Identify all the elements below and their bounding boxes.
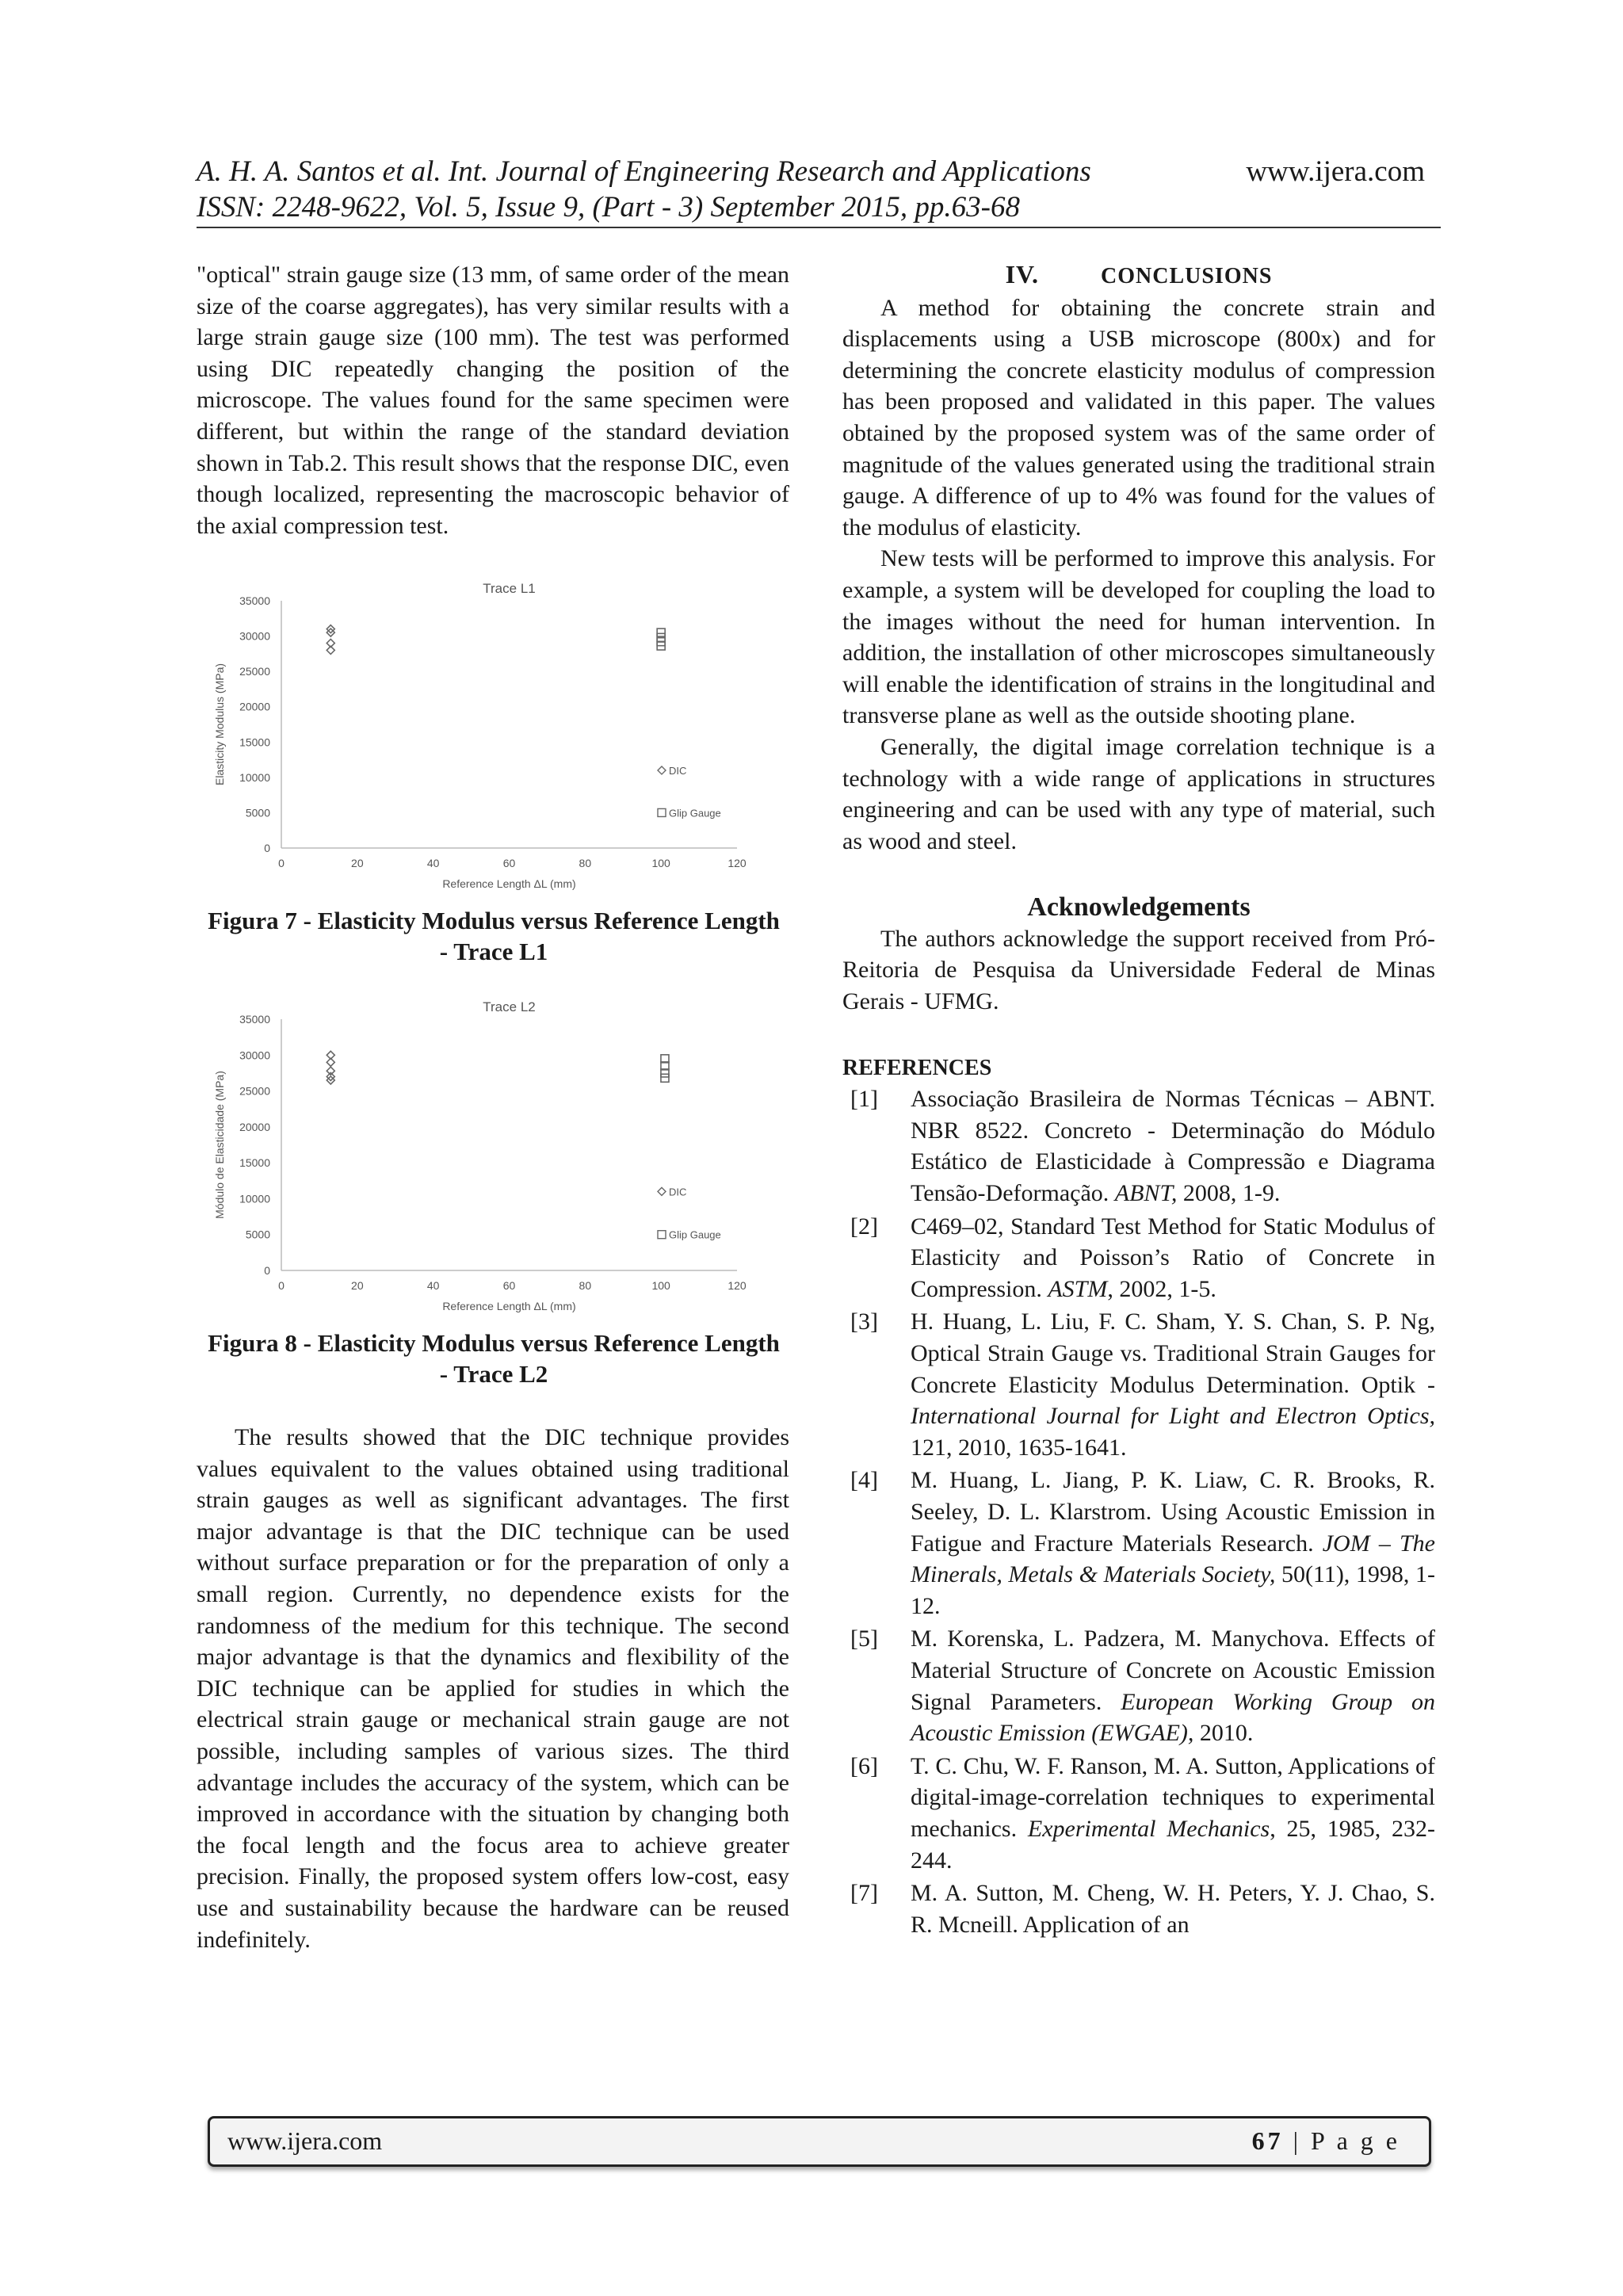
header-website: www.ijera.com	[1246, 155, 1425, 188]
reference-item	[842, 1623, 1435, 1748]
y-tick-label: 10000	[239, 770, 270, 784]
y-tick-label: 0	[264, 842, 270, 854]
reference-details: , 2002, 1-5.	[1107, 1275, 1216, 1302]
acknowledgements-text: The authors acknowledge the support received from Pró-Reitoria de Pesquisa da Universidade Federal de Minas Gerais - UFMG.	[842, 925, 1435, 1015]
reference-journal: ASTM	[1048, 1275, 1108, 1302]
x-tick-label: 80	[579, 1279, 592, 1292]
reference-item	[842, 1465, 1435, 1622]
y-axis-label: Elasticity Modulus (MPa)	[213, 663, 226, 786]
left-paragraph-2	[197, 1422, 789, 1955]
reference-journal: ABNT,	[1114, 1180, 1178, 1207]
legend-label: DIC	[669, 764, 687, 777]
y-tick-label: 20000	[239, 1120, 270, 1133]
page-number: 67	[1251, 2126, 1284, 2155]
reference-number: [3]	[850, 1308, 878, 1335]
reference-details: 121, 2010, 1635-1641.	[911, 1434, 1127, 1461]
reference-text	[911, 1623, 1435, 1748]
reference-text	[911, 1878, 1435, 1940]
reference-authors-title: H. Huang, L. Liu, F. C. Sham, Y. S. Chan, S. P. Ng, Optical Strain Gauge vs. Traditional Strain Gauges for Concrete Elasticity Modulus Determination. Optik -	[911, 1308, 1435, 1398]
reference-number: [6]	[850, 1752, 878, 1779]
reference-text	[911, 1465, 1435, 1622]
reference-item	[842, 1083, 1435, 1209]
conclusion-paragraph-3: Generally, the digital image correlation technique is a technology with a wide range of applications in structures engineering and can be used with any type of material, such as wood and steel.	[842, 733, 1435, 854]
legend-gauge-marker	[658, 1231, 666, 1239]
footer-website: www.ijera.com	[227, 2126, 383, 2155]
reference-text	[911, 1083, 1435, 1209]
reference-number: [2]	[850, 1213, 878, 1240]
reference-authors-title: T. C. Chu, W. F. Ranson, M. A. Sutton, Applications of digital-image-correlation techniques to experimental mechanics.	[911, 1752, 1435, 1842]
y-tick-label: 15000	[239, 735, 270, 749]
chart-title: Trace L1	[483, 581, 536, 596]
references-heading: REFERENCES	[842, 1055, 992, 1080]
reference-item	[842, 1306, 1435, 1463]
reference-authors-title: C469–02, Standard Test Method for Static Modulus of Elasticity and Poisson’s Ratio of Concrete in Compression.	[911, 1213, 1435, 1302]
x-tick-label: 80	[579, 857, 592, 869]
chart-title: Trace L2	[483, 999, 536, 1014]
legend-label: Glip Gauge	[669, 1228, 721, 1241]
legend-gauge-marker	[658, 808, 666, 816]
legend-label: Glip Gauge	[669, 807, 721, 819]
x-tick-label: 60	[502, 857, 516, 869]
section-heading	[842, 259, 1435, 292]
figure-7-chart	[198, 580, 792, 897]
right-column	[842, 259, 1435, 1942]
x-tick-label: 120	[727, 857, 747, 869]
x-tick-label: 100	[651, 857, 670, 869]
reference-authors-title: M. Korenska, L. Padzera, M. Manychova. Effects of Material Structure of Concrete on Acoustic Emission Signal Parameters.	[911, 1626, 1435, 1715]
footer-page-number	[1252, 2126, 1400, 2156]
x-tick-label: 0	[278, 857, 285, 869]
reference-journal: International Journal for Light and Electron Optics,	[911, 1403, 1435, 1430]
reference-details: , 25, 1985, 232-244.	[911, 1815, 1435, 1874]
page-label: | P a g e	[1283, 2126, 1400, 2155]
y-tick-label: 25000	[239, 1084, 270, 1098]
x-axis-label: Reference Length ΔL (mm)	[442, 1300, 576, 1312]
reference-journal: JOM – The Minerals, Metals & Materials Society,	[911, 1530, 1435, 1588]
reference-authors-title: Associação Brasileira de Normas Técnicas – ABNT. NBR 8522. Concreto - Determinação do Módulo Estático de Elasticidade à Compressão e Diagrama Tensão-Deformação.	[911, 1086, 1435, 1207]
figure-8-chart	[198, 999, 792, 1320]
reference-details: 50(11), 1998, 1-12.	[911, 1561, 1436, 1619]
running-header-issn: ISSN: 2248-9622, Vol. 5, Issue 9, (Part - 3) September 2015, pp.63-68	[197, 191, 1020, 223]
x-axis-label: Reference Length ΔL (mm)	[442, 877, 576, 890]
left-paragraph-1	[197, 259, 789, 541]
figure-8-caption: Figura 8 - Elasticity Modulus versus Reference Length - Trace L2	[208, 1329, 780, 1388]
y-tick-label: 35000	[239, 1013, 270, 1026]
reference-number: [4]	[850, 1467, 878, 1494]
gauge-point	[657, 628, 665, 636]
reference-journal: European Working Group on Acoustic Emission (EWGAE),	[911, 1688, 1435, 1747]
y-axis-label: Módulo de Elasticidade (MPa)	[213, 1071, 226, 1219]
x-tick-label: 120	[727, 1279, 747, 1292]
reference-details: 2008, 1-9.	[1177, 1180, 1281, 1207]
reference-authors-title: M. Huang, L. Jiang, P. K. Liaw, C. R. Brooks, R. Seeley, D. L. Klarstrom. Using Acoustic Emission in Fatigue and Fracture Materials Research.	[911, 1467, 1435, 1557]
reference-details: 2010.	[1193, 1720, 1254, 1747]
y-tick-label: 5000	[245, 1228, 270, 1241]
reference-number: [7]	[850, 1880, 878, 1907]
reference-item	[842, 1878, 1435, 1940]
x-tick-label: 100	[651, 1279, 670, 1292]
paragraph-text: The results showed that the DIC technique provides values equivalent to the values obtained using traditional strain gauges as well as significant advantages. The first major advantage is that the DIC technique can be used without surface preparation or for the preparation of only a small region. Currently, no dependence exists for the randomness of the medium for this technique. The second major advantage is that the dynamics and flexibility of the DIC technique can be applied for studies in which the electrical strain gauge or mechanical strain gauge are not possible, including samples of various sizes. The third advantage includes the accuracy of the system, which can be improved in accordance with the situation by changing both the focal length and the focus area to achieve greater precision. Finally, the proposed system offers low-cost, easy use and sustainability because the hardware can be reused indefinitely.	[197, 1424, 789, 1953]
reference-text	[911, 1751, 1435, 1876]
x-tick-label: 20	[351, 1279, 364, 1292]
y-tick-label: 15000	[239, 1156, 270, 1170]
y-tick-label: 25000	[239, 665, 270, 678]
legend-dic-marker	[658, 1187, 666, 1195]
figure-7-caption: Figura 7 - Elasticity Modulus versus Reference Length - Trace L1	[208, 907, 780, 965]
y-tick-label: 30000	[239, 1049, 270, 1062]
acknowledgements-heading: Acknowledgements	[1027, 892, 1251, 923]
y-tick-label: 5000	[245, 806, 270, 819]
page-footer	[208, 2116, 1431, 2167]
y-tick-label: 10000	[239, 1192, 270, 1205]
reference-number: [1]	[850, 1086, 878, 1113]
reference-journal: Experimental Mechanics	[1027, 1815, 1270, 1842]
section-number: IV.	[1005, 260, 1040, 288]
conclusion-paragraph-2: New tests will be performed to improve this analysis. For example, a system will be developed for coupling the load to the images without the need for human intervention. In addition, the installation of other microscopes simultaneously will enable the identification of strains in the longitudinal and transverse plane as well as the outside shooting plane.	[842, 545, 1435, 729]
y-tick-label: 0	[264, 1264, 270, 1277]
section-title: CONCLUSIONS	[1101, 264, 1273, 288]
running-header-citation: A. H. A. Santos et al. Int. Journal of Engineering Research and Applications	[197, 155, 1091, 188]
reference-item	[842, 1211, 1435, 1305]
x-tick-label: 40	[426, 857, 440, 869]
reference-item	[842, 1751, 1435, 1876]
conclusion-paragraph-1: A method for obtaining the concrete strain and displacements using a USB microscope (800x) and for determining the concrete elasticity modulus of compression has been proposed and validated in this paper. The values obtained by the proposed system was of the same order of magnitude of the values generated using the traditional strain gauge. A difference of up to 4% was found for the values of the modulus of elasticity.	[842, 294, 1435, 541]
gauge-point	[661, 1074, 669, 1082]
reference-text	[911, 1306, 1435, 1463]
y-tick-label: 35000	[239, 594, 270, 607]
references-list	[842, 1083, 1435, 1940]
dic-point	[327, 1067, 334, 1075]
y-tick-label: 20000	[239, 700, 270, 713]
legend-label: DIC	[669, 1186, 687, 1198]
x-tick-label: 20	[351, 857, 364, 869]
legend-dic-marker	[658, 766, 666, 774]
x-tick-label: 40	[426, 1279, 440, 1292]
y-tick-label: 30000	[239, 629, 270, 643]
reference-number: [5]	[850, 1626, 878, 1652]
header-rule	[197, 227, 1441, 228]
x-tick-label: 60	[502, 1279, 516, 1292]
reference-text	[911, 1211, 1435, 1305]
reference-authors-title: M. A. Sutton, M. Cheng, W. H. Peters, Y. J. Chao, S. R. Mcneill. Application of an	[911, 1880, 1435, 1938]
x-tick-label: 0	[278, 1279, 285, 1292]
paragraph-text: "optical" strain gauge size (13 mm, of same order of the mean size of the coarse aggregates), has very similar results with a large strain gauge size (100 mm). The test was performed using DIC repeatedly changing the position of the microscope. The values found for the same specimen were different, but within the range of the standard deviation shown in Tab.2. This result shows that the response DIC, even though localized, representing the macroscopic behavior of the axial compression test.	[197, 262, 789, 539]
